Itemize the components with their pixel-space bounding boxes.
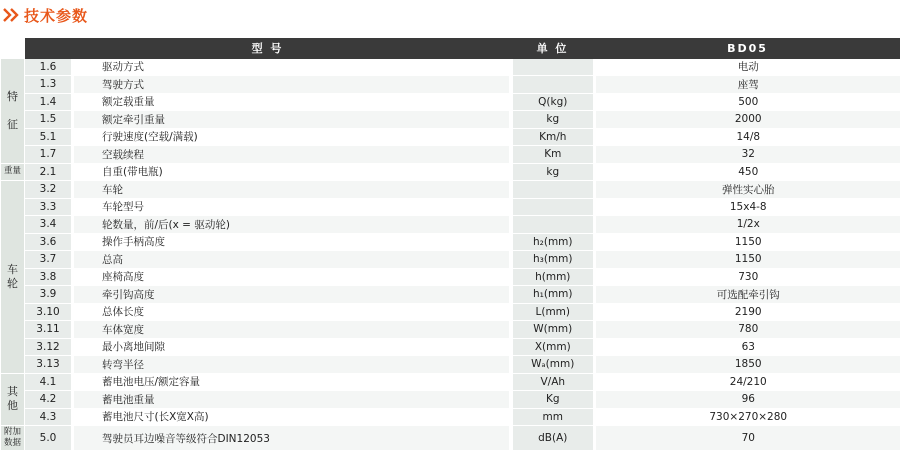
row-number: 3.8 [25,268,73,286]
table-row [1,111,900,129]
row-unit: Wₐ(mm) [511,356,595,374]
group-label-wheels: 车 轮 [1,181,25,374]
row-number: 4.1 [25,373,73,391]
row-value: 730 [595,268,900,286]
row-number: 2.1 [25,163,73,181]
row-number: 1.4 [25,93,73,111]
row-unit: kg [511,163,595,181]
row-value: 70 [595,426,900,451]
table-row [1,146,900,164]
row-unit [511,76,595,94]
row-value: 32 [595,146,900,164]
table-row [1,391,900,409]
row-number: 3.12 [25,338,73,356]
row-unit: mm [511,408,595,426]
row-name: 驾驶方式 [73,76,511,94]
column-header-value: BD05 [595,38,900,59]
row-value: 63 [595,338,900,356]
row-value: 96 [595,391,900,409]
table-row [1,408,900,426]
row-number: 5.0 [25,426,73,451]
row-number: 3.10 [25,303,73,321]
row-value: 24/210 [595,373,900,391]
row-number: 4.3 [25,408,73,426]
table-row [1,251,900,269]
table-row [1,268,900,286]
row-value: 780 [595,321,900,339]
column-header-model: 型 号 [25,38,511,59]
table-row [1,356,900,374]
group-label-other: 其 他 [1,373,25,426]
row-name: 轮数量，前/后(x = 驱动轮) [73,216,511,234]
row-value: 14/8 [595,128,900,146]
table-row [1,76,900,94]
row-unit: X(mm) [511,338,595,356]
row-unit: Kg [511,391,595,409]
row-unit [511,181,595,199]
row-name: 蓄电池电压/额定容量 [73,373,511,391]
row-number: 3.6 [25,233,73,251]
row-value: 500 [595,93,900,111]
row-unit [511,198,595,216]
row-number: 1.7 [25,146,73,164]
row-name: 最小离地间隙 [73,338,511,356]
row-unit: h₁(mm) [511,286,595,304]
row-name: 转弯半径 [73,356,511,374]
row-number: 3.7 [25,251,73,269]
table-row [1,198,900,216]
row-name: 蓄电池尺寸(长X宽X高) [73,408,511,426]
row-number: 5.1 [25,128,73,146]
row-unit: Km [511,146,595,164]
row-name: 行驶速度(空载/满载) [73,128,511,146]
row-value: 1850 [595,356,900,374]
row-value: 730×270×280 [595,408,900,426]
row-name: 自重(带电瓶) [73,163,511,181]
row-name: 额定牵引重量 [73,111,511,129]
row-unit: L(mm) [511,303,595,321]
row-name: 空载续程 [73,146,511,164]
row-value: 电动 [595,59,900,76]
row-number: 3.11 [25,321,73,339]
table-header-row [1,38,900,59]
spec-table [0,38,900,451]
row-value: 15x4-8 [595,198,900,216]
row-number: 4.2 [25,391,73,409]
row-value: 弹性实心胎 [595,181,900,199]
row-number: 3.2 [25,181,73,199]
row-unit [511,216,595,234]
row-number: 3.3 [25,198,73,216]
row-unit: dB(A) [511,426,595,451]
row-value: 450 [595,163,900,181]
row-name: 座椅高度 [73,268,511,286]
row-name: 额定载重量 [73,93,511,111]
table-row [1,426,900,451]
table-row [1,286,900,304]
row-name: 蓄电池重量 [73,391,511,409]
row-number: 1.6 [25,59,73,76]
table-row [1,303,900,321]
row-name: 总体长度 [73,303,511,321]
row-unit: Q(kg) [511,93,595,111]
row-unit: h₂(mm) [511,233,595,251]
row-unit: Km/h [511,128,595,146]
row-unit: kg [511,111,595,129]
row-value: 可选配牵引钩 [595,286,900,304]
row-value: 2000 [595,111,900,129]
row-number: 3.4 [25,216,73,234]
row-number: 3.13 [25,356,73,374]
row-value: 1/2x [595,216,900,234]
row-name: 操作手柄高度 [73,233,511,251]
table-row [1,321,900,339]
group-label-features: 特 征 [1,59,25,164]
row-unit: h₃(mm) [511,251,595,269]
row-unit [511,59,595,76]
table-row [1,233,900,251]
row-value: 1150 [595,233,900,251]
row-value: 座驾 [595,76,900,94]
row-name: 牵引钩高度 [73,286,511,304]
double-chevron-icon [2,7,20,23]
row-name: 车轮型号 [73,198,511,216]
row-number: 1.3 [25,76,73,94]
table-row [1,163,900,181]
row-value: 1150 [595,251,900,269]
table-row [1,181,900,199]
row-name: 驱动方式 [73,59,511,76]
row-unit: V/Ah [511,373,595,391]
table-row [1,59,900,76]
row-name: 总高 [73,251,511,269]
row-unit: h(mm) [511,268,595,286]
row-name: 驾驶员耳边噪音等级符合DIN12053 [73,426,511,451]
group-label-extra: 附加 数据 [1,426,25,451]
row-number: 1.5 [25,111,73,129]
table-row [1,216,900,234]
row-name: 车体宽度 [73,321,511,339]
table-row [1,338,900,356]
section-title: 技术参数 [24,6,89,25]
table-row [1,373,900,391]
row-unit: W(mm) [511,321,595,339]
row-name: 车轮 [73,181,511,199]
group-label-weight: 重量 [1,163,25,181]
table-row [1,128,900,146]
section-header [0,0,900,30]
table-row [1,93,900,111]
row-number: 3.9 [25,286,73,304]
column-header-unit: 单 位 [511,38,595,59]
row-value: 2190 [595,303,900,321]
